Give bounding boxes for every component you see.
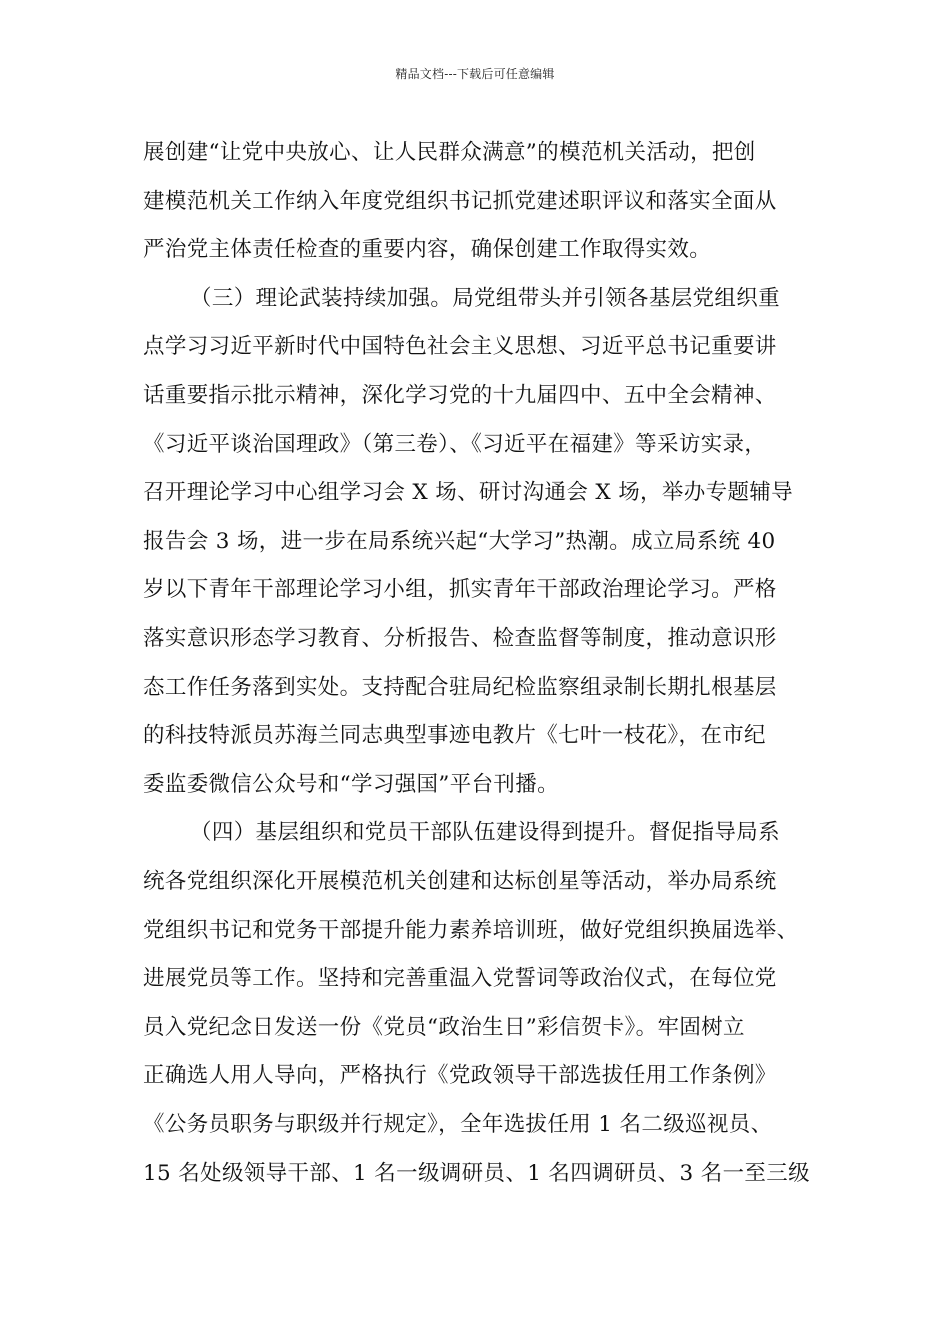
text-line: 统各党组织深化开展模范机关创建和达标创星等活动，举办局系统 <box>143 869 777 894</box>
text-line: 岁以下青年干部理论学习小组，抓实青年干部政治理论学习。严格 <box>143 577 777 603</box>
text-line: 话重要指示批示精神，深化学习党的十九届四中、五中全会精神、 <box>143 383 777 408</box>
paragraph-first-line: （四）基层组织和党员干部队伍建设得到提升。督促指导局系 <box>190 820 780 846</box>
text-line: 建模范机关工作纳入年度党组织书记抓党建述职评议和落实全面从 <box>143 188 777 214</box>
text-line: 正确选人用人导向，严格执行《党政领导干部选拔任用工作条例》 <box>143 1063 777 1089</box>
text-line: 态工作任务落到实处。支持配合驻局纪检监察组录制长期扎根基层 <box>143 674 777 700</box>
text-line: 严治党主体责任检查的重要内容，确保创建工作取得实效。 <box>143 237 712 263</box>
text-line: 进展党员等工作。坚持和完善重温入党誓词等政治仪式，在每位党 <box>143 966 777 992</box>
text-line: 落实意识形态学习教育、分析报告、检查监督等制度，推动意识形 <box>143 626 777 651</box>
text-line: 点学习习近平新时代中国特色社会主义思想、习近平总书记重要讲 <box>143 334 777 360</box>
paragraph-first-line: （三）理论武装持续加强。局党组带头并引领各基层党组织重 <box>190 285 780 311</box>
text-line: 展创建“让党中央放心、让人民群众满意”的模范机关活动，把创 <box>143 140 756 165</box>
text-line: 召开理论学习中心组学习会 X 场、研讨沟通会 X 场，举办专题辅导 <box>143 480 794 506</box>
text-line: 党组织书记和党务干部提升能力素养培训班，做好党组织换届选举、 <box>143 917 799 943</box>
text-line: 《公务员职务与职级并行规定》，全年选拔任用 1 名二级巡视员、 <box>143 1112 773 1137</box>
text-line: 委监委微信公众号和“学习强国”平台刊播。 <box>143 771 559 797</box>
text-line: 15 名处级领导干部、1 名一级调研员、1 名四调研员、3 名一至三级 <box>143 1160 810 1186</box>
text-line: 《习近平谈治国理政》（第三卷）、《习近平在福建》等采访实录， <box>143 431 767 457</box>
page-header: 精品文档---下载后可任意编辑 <box>395 67 555 81</box>
text-line: 报告会 3 场，进一步在局系统兴起“大学习”热潮。成立局系统 40 <box>143 528 776 554</box>
text-line: 的科技特派员苏海兰同志典型事迹电教片《七叶一枝花》，在市纪 <box>143 723 766 749</box>
text-line: 员入党纪念日发送一份《党员“政治生日”彩信贺卡》。牢固树立 <box>143 1014 745 1040</box>
